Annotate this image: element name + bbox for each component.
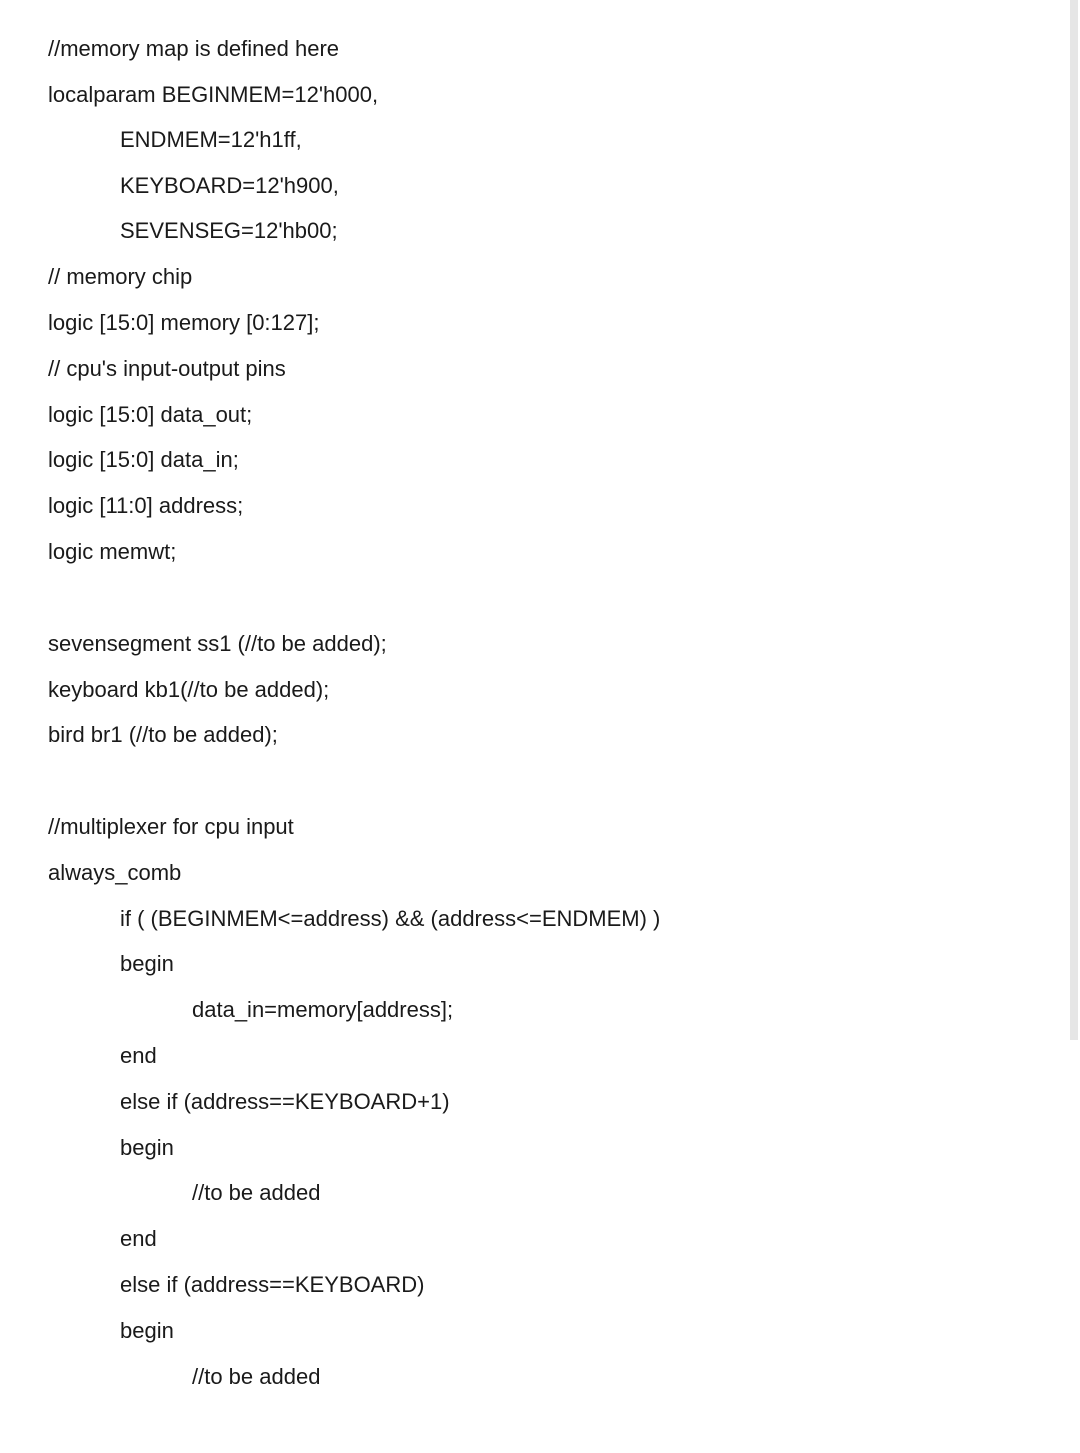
code-line: bird br1 (//to be added); [48,722,278,747]
code-line: else if (address==KEYBOARD) [120,1272,425,1297]
code-line: //multiplexer for cpu input [48,814,294,839]
code-line: KEYBOARD=12'h900, [120,173,339,198]
code-line: //memory map is defined here [48,36,340,61]
code-line: ENDMEM=12'h1ff, [120,127,302,152]
code-line: data_in=memory[address]; [192,997,454,1022]
code-line: logic memwt; [48,539,177,564]
code-line: // cpu's input-output pins [48,356,286,381]
code-line: always_comb [48,860,182,885]
code-line: if ( (BEGINMEM<=address) && (address<=ENDMEM) ) [120,906,661,931]
code-line: begin [120,1318,174,1343]
code-line: // memory chip [48,264,193,289]
code-line: //to be added [192,1180,321,1205]
code-line: logic [15:0] data_in; [48,447,239,472]
code-line: //to be added [192,1364,321,1389]
scrollbar-thumb[interactable] [1070,0,1078,1040]
code-line: logic [15:0] data_out; [48,402,253,427]
code-line: begin [120,951,174,976]
code-line: end [120,1043,157,1068]
code-line: logic [11:0] address; [48,493,244,518]
code-line: localparam BEGINMEM=12'h000, [48,82,379,107]
vertical-scrollbar[interactable] [1068,0,1080,1453]
code-line: else if (address==KEYBOARD+1) [120,1089,450,1114]
code-line: keyboard kb1(//to be added); [48,677,330,702]
code-line: SEVENSEG=12'hb00; [120,218,338,243]
code-line: logic [15:0] memory [0:127]; [48,310,320,335]
code-line: sevensegment ss1 (//to be added); [48,631,387,656]
code-line: begin [120,1135,174,1160]
code-line: end [120,1226,157,1251]
